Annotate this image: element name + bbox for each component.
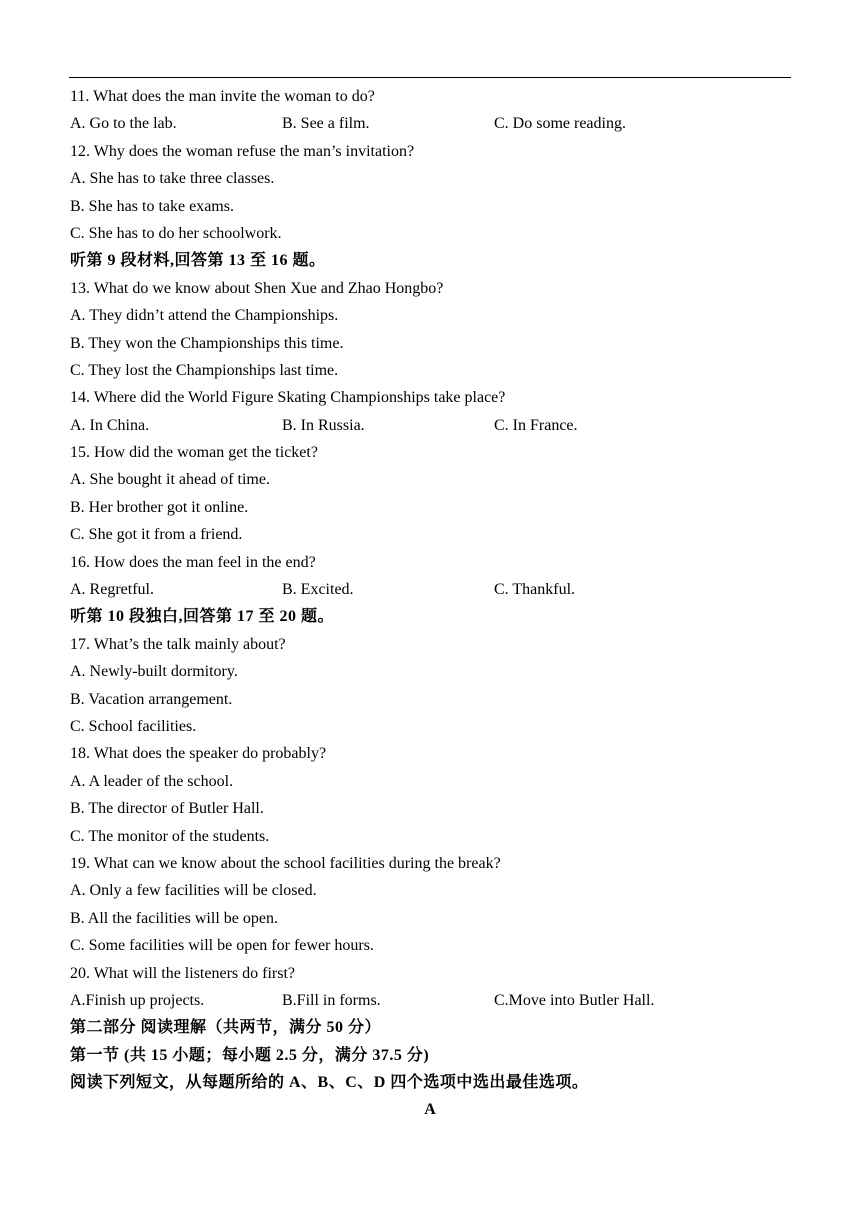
question-15: 15. How did the woman get the ticket? bbox=[70, 444, 318, 462]
option-b: B. Her brother got it online. bbox=[70, 498, 249, 516]
option-c: C. Thankful. bbox=[494, 581, 576, 599]
option-b: B. See a film. bbox=[282, 115, 370, 133]
option-a: A. Regretful. bbox=[70, 581, 154, 599]
option-c: C. School facilities. bbox=[70, 717, 197, 735]
option-b: B. All the facilities will be open. bbox=[70, 909, 278, 927]
header-rule bbox=[69, 77, 791, 78]
question-11-options bbox=[70, 110, 790, 137]
question-20-options bbox=[70, 987, 790, 1014]
page-content bbox=[70, 83, 790, 1124]
option-b: B. They won the Championships this time. bbox=[70, 334, 344, 352]
question-17: 17. What’s the talk mainly about? bbox=[70, 635, 286, 653]
option-c: C. The monitor of the students. bbox=[70, 827, 270, 845]
question-18: 18. What does the speaker do probably? bbox=[70, 745, 327, 763]
question-13: 13. What do we know about Shen Xue and Zhao Hongbo? bbox=[70, 279, 444, 297]
option-c: C. Some facilities will be open for fewer hours. bbox=[70, 937, 374, 955]
option-a: A. Only a few facilities will be closed. bbox=[70, 882, 317, 900]
question-14: 14. Where did the World Figure Skating Championships take place? bbox=[70, 389, 506, 407]
option-a: A. In China. bbox=[70, 416, 150, 434]
option-b: B. She has to take exams. bbox=[70, 197, 234, 215]
option-a: A. Newly-built dormitory. bbox=[70, 663, 238, 681]
option-a: A. A leader of the school. bbox=[70, 772, 234, 790]
option-a: A. They didn’t attend the Championships. bbox=[70, 307, 339, 325]
section-1-title: 第一节 (共 15 小题；每小题 2.5 分，满分 37.5 分) bbox=[70, 1046, 430, 1064]
question-20: 20. What will the listeners do first? bbox=[70, 964, 295, 982]
option-b: B. In Russia. bbox=[282, 416, 365, 434]
reading-instruction: 阅读下列短文，从每题所给的 A、B、C、D 四个选项中选出最佳选项。 bbox=[70, 1074, 589, 1092]
option-b: B. The director of Butler Hall. bbox=[70, 800, 264, 818]
option-a: A. She bought it ahead of time. bbox=[70, 471, 270, 489]
question-19: 19. What can we know about the school facilities during the break? bbox=[70, 854, 501, 872]
question-16: 16. How does the man feel in the end? bbox=[70, 553, 316, 571]
option-c: C.Move into Butler Hall. bbox=[494, 991, 655, 1009]
passage-label: A bbox=[424, 1101, 436, 1119]
option-c: C. She got it from a friend. bbox=[70, 526, 243, 544]
question-12: 12. Why does the woman refuse the man’s invitation? bbox=[70, 142, 415, 160]
section-heading-9: 听第 9 段材料,回答第 13 至 16 题。 bbox=[70, 252, 326, 270]
option-c: C. In France. bbox=[494, 416, 578, 434]
option-b: B. Vacation arrangement. bbox=[70, 690, 233, 708]
option-b: B.Fill in forms. bbox=[282, 991, 381, 1009]
question-16-options bbox=[70, 576, 790, 603]
option-a: A. Go to the lab. bbox=[70, 115, 177, 133]
part-2-title: 第二部分 阅读理解（共两节，满分 50 分） bbox=[70, 1019, 382, 1037]
option-c: C. They lost the Championships last time. bbox=[70, 361, 339, 379]
option-a: A.Finish up projects. bbox=[70, 991, 205, 1009]
section-heading-10: 听第 10 段独白,回答第 17 至 20 题。 bbox=[70, 608, 335, 626]
option-c: C. Do some reading. bbox=[494, 115, 626, 133]
question-11: 11. What does the man invite the woman to do? bbox=[70, 88, 375, 105]
question-14-options bbox=[70, 412, 790, 439]
option-c: C. She has to do her schoolwork. bbox=[70, 224, 282, 242]
option-b: B. Excited. bbox=[282, 581, 354, 599]
option-a: A. She has to take three classes. bbox=[70, 170, 275, 188]
